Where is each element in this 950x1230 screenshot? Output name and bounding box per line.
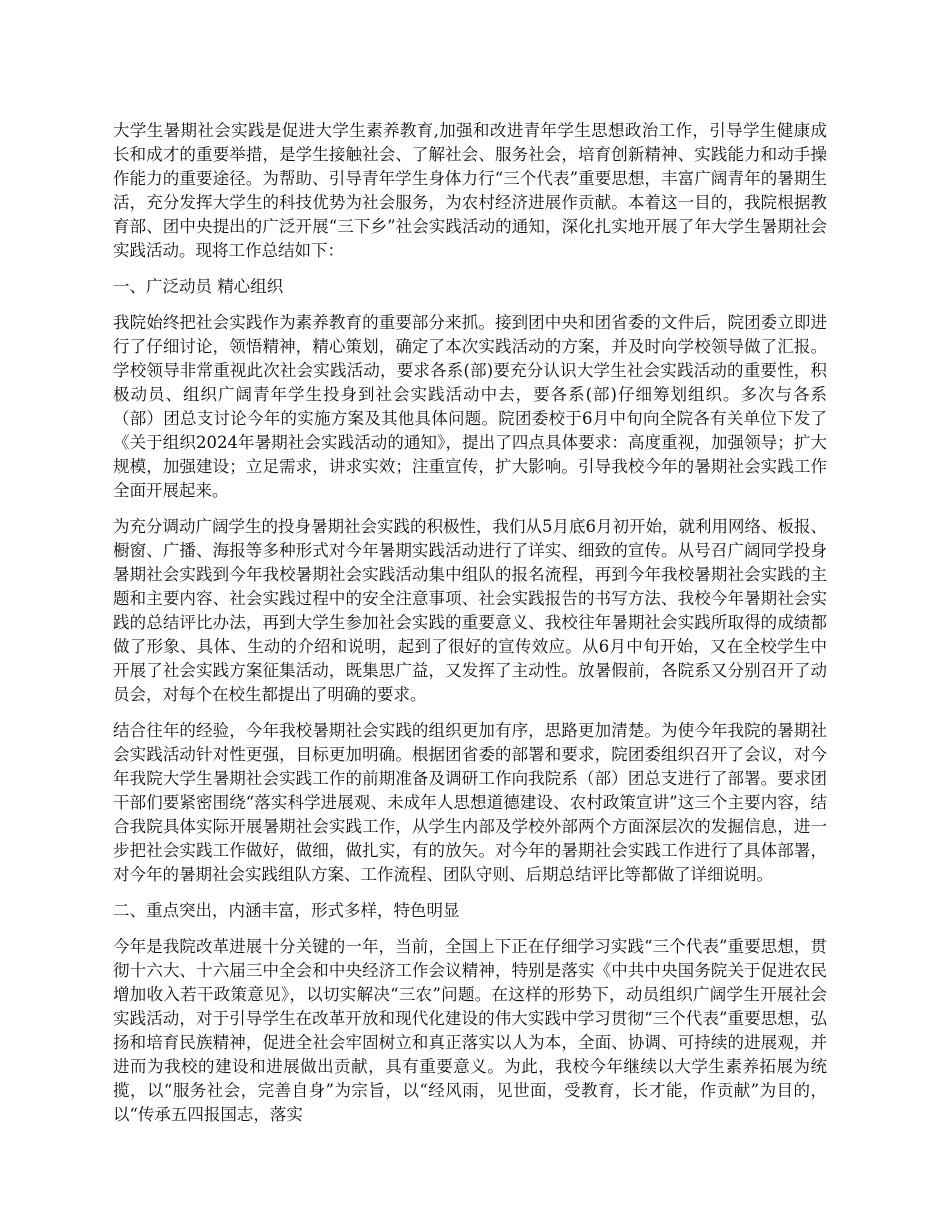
intro-paragraph: 大学生暑期社会实践是促进大学生素养教育,加强和改进青年学生思想政治工作，引导学生健康成长和成才的重要举措，是学生接触社会、了解社会、服务社会，培育创新精神、实践能力和动手操作能力的重要途径。为帮助、引导青年学生身体力行“三个代表”重要思想，丰富广阔青年的暑期生活，充分发挥大学生的科技优势为社会服务，为农村经济进展作贡献。本着这一目的，我院根据教育部、团中央提出的广泛开展“三下乡”社会实践活动的通知，深化扎实地开展了年大学生暑期社会实践活动。现将工作总结如下：: [113, 121, 827, 260]
document-page: [113, 119, 827, 1139]
section-1-paragraph-2: 为充分调动广阔学生的投身暑期社会实践的积极性，我们从5月底6月初开始，就利用网络、板报、橱窗、广播、海报等多种形式对今年暑期实践活动进行了详实、细致的宣传。从号召广阔同学投身暑期社会实践到今年我校暑期社会实践活动集中组队的报名流程，再到今年我校暑期社会实践的主题和主要内容、社会实践过程中的安全注意事项、社会实践报告的书写方法、我校今年暑期社会实践的总结评比办法，再到大学生参加社会实践的重要意义、我校往年暑期社会实践所取得的成绩都做了形象、具体、生动的介绍和说明，起到了很好的宣传效应。从6月中旬开始，又在全校学生中开展了社会实践方案征集活动，既集思广益，又发挥了主动性。放暑假前，各院系又分别召开了动员会，对每个在校生都提出了明确的要求。: [113, 517, 827, 704]
section-2-heading: 二、重点突出，内涵丰富，形式多样，特色明显: [113, 901, 460, 920]
section-2-paragraph-1: 今年是我院改革进展十分关键的一年，当前，全国上下正在仔细学习实践“三个代表”重要思想，贯彻十六大、十六届三中全会和中央经济工作会议精神，特别是落实《中共中央国务院关于促进农民增加收入若干政策意见》，以切实解决“三农”问题。在这样的形势下，动员组织广阔学生开展社会实践活动，对于引导学生在改革开放和现代化建设的伟大实践中学习贯彻“三个代表”重要思想，弘扬和培育民族精神，促进全社会牢固树立和真正落实以人为本，全面、协调、可持续的进展观，并进而为我校的建设和进展做出贡献，具有重要意义。为此，我校今年继续以大学生素养拓展为统揽，以“服务社会，完善自身”为宗旨，以“经风雨，见世面，受教育，长才能，作贡献”为目的，以“传承五四报国志，落实: [113, 937, 827, 1124]
section-1-paragraph-1: 我院始终把社会实践作为素养教育的重要部分来抓。接到团中央和团省委的文件后，院团委立即进行了仔细讨论，领悟精神，精心策划，确定了本次实践活动的方案，并及时向学校领导做了汇报。学校领导非常重视此次社会实践活动，要求各系(部)要充分认识大学生社会实践活动的重要性，积极动员、组织广阔青年学生投身到社会实践活动中去，要各系(部)仔细筹划组织。多次与各系（部）团总支讨论今年的实施方案及其他具体问题。院团委校于6月中旬向全院各有关单位下发了《关于组织2024年暑期社会实践活动的通知》，提出了四点具体要求：高度重视，加强领导；扩大规模，加强建设；立足需求，讲求实效；注重宣传，扩大影响。引导我校今年的暑期社会实践工作全面开展起来。: [113, 313, 827, 500]
section-1-heading: 一、广泛动员 精心组织: [113, 277, 284, 296]
section-1-paragraph-3: 结合往年的经验，今年我校暑期社会实践的组织更加有序，思路更加清楚。为使今年我院的暑期社会实践活动针对性更强，目标更加明确。根据团省委的部署和要求，院团委组织召开了会议，对今年我院大学生暑期社会实践工作的前期准备及调研工作向我院系（部）团总支进行了部署。要求团干部们要紧密围绕“落实科学进展观、未成年人思想道德建设、农村政策宣讲”这三个主要内容，结合我院具体实际开展暑期社会实践工作，从学生内部及学校外部两个方面深层次的发掘信息，进一步把社会实践工作做好，做细，做扎实，有的放矢。对今年的暑期社会实践工作进行了具体部署，对今年的暑期社会实践组队方案、工作流程、团队守则、后期总结评比等都做了详细说明。: [113, 721, 827, 884]
